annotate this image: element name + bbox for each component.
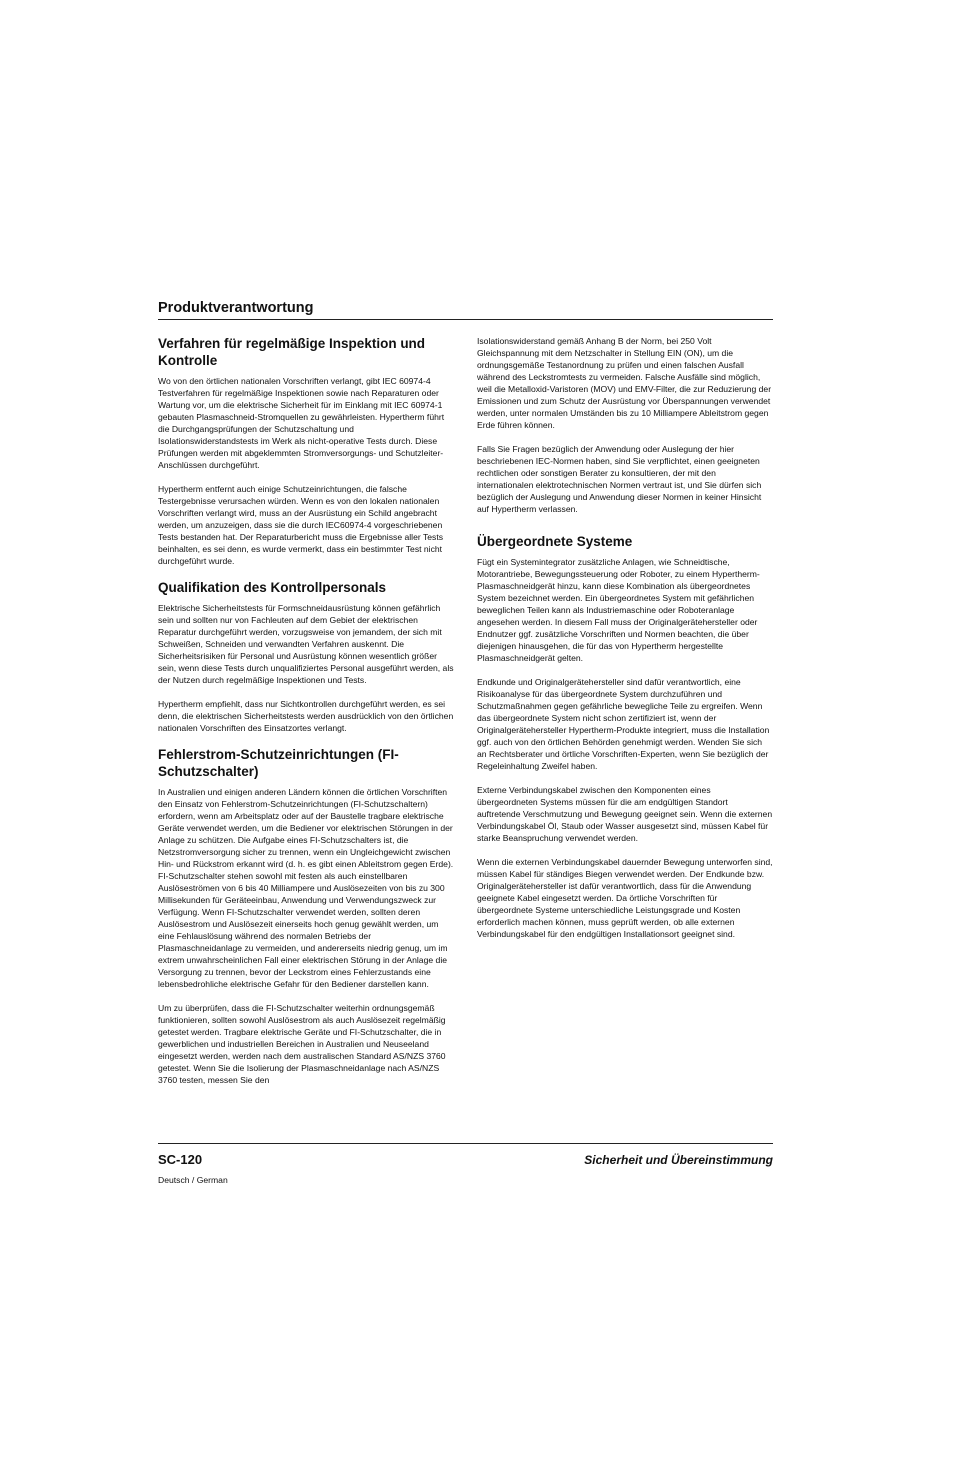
footer-rule [158,1143,773,1144]
paragraph: Wenn die externen Verbindungskabel dauernder Bewegung unterworfen sind, müssen Kabel für ständiges Biegen verwendet werden. Der Endkunde bzw. Originalgerätehersteller ist dafür verantwortlich, dass für die Anwendung geeignete Kabel eingesetzt werden. Da örtliche Vorschriften für übergeordnete Systeme unterschiedliche Leistungsgrade und Kosten erforderlich machen können, muss geprüft werden, ob alle externen Verbindungskabel für den endgültigen Installationsort geeignet sind. [477,857,773,939]
paragraph: In Australien und einigen anderen Ländern können die örtlichen Vorschriften den Einsatz von Fehlerstrom-Schutzeinrichtungen (FI-Schutzschaltern) erfordern, wenn am Arbeitsplatz oder auf der Baustelle tragbare elektrische Geräte verwendet werden, um die Bediener vor elektrischen Störungen in der Anlage zu schützen. Die Aufgabe eines FI-Schutzschalters ist, die Netzstromversorgung sicher zu trennen, wenn ein Ungleichgewicht zwischen Hin- und Rückstrom erkannt wird (d. h. es gibt einen Ableitstrom gegen Erde). FI-Schutzschalter stehen sowohl mit festen als auch einstellbaren Auslöseströmen von 6 bis 40 Milliampere und Auslösezeiten von bis zu 300 Millisekunden für Geräteeinbau, Anwendung und Verwendungszweck zur Verfügung. Wenn FI-Schutzschalter verwendet werden, sollten deren Auslösestrom und Auslösezeit einerseits hoch genug gewählt werden, um eine Fehlauslösung während des normalen Betriebs der Plasmaschneidanlage zu vermeiden, und andererseits niedrig genug, um im extrem unwahrscheinlichen Fall einer elektrischen Störung in der Anlage die Versorgung zu trennen, bevor der Leckstrom eines Fehlerzustands eine lebensbedrohliche elektrische Gefahr für den Bediener darstellen kann. [158,787,454,989]
section-heading: Übergeordnete Systeme [477,534,633,549]
section-heading: Qualifikation des Kontrollpersonals [158,580,387,595]
page-title: Produktverantwortung [158,300,314,316]
paragraph: Externe Verbindungskabel zwischen den Komponenten eines übergeordneten Systems müssen für die am endgültigen Standort auftretende Verschmutzung und Bewegung geeignet sein. Wenn die externen Verbindungskabel Öl, Staub oder Wasser ausgesetzt sind, müssen Kabel für starke Beanspruchung verwendet werden. [477,785,773,843]
paragraph: Fügt ein Systemintegrator zusätzliche Anlagen, wie Schneidtische, Motorantriebe, Bewegungssteuerung oder Roboter, zu einem Hypertherm-Plasmaschneidgerät hinzu, kann diese Kombination als übergeordnetes System bezeichnet werden. Ein übergeordnetes System mit gefährlichen beweglichen Teilen kann als Industriemaschine oder Roboteranlage angesehen werden. In diesem Fall muss der Originalgerätehersteller oder Endnutzer ggf. zusätzliche Vorschriften und Normen beachten, die über diejenigen hinausgehen, die für das von Hypertherm hergestellte Plasmaschneidgerät gelten. [477,557,760,663]
paragraph: Hypertherm entfernt auch einige Schutzeinrichtungen, die falsche Testergebnisse verursachen würden. Wenn es von den lokalen nationalen Vorschriften verlangt wird, muss an der Ausrüstung ein Schild angebracht werden, um anzuzeigen, dass sie die durch IEC60974-4 vorgeschriebenen Tests bestanden hat. Der Reparaturbericht muss die Ergebnisse aller Tests beinhalten, es sei denn, es wurde vermerkt, dass ein bestimmter Test nicht durchgeführt wurde. [158,484,444,566]
paragraph: Falls Sie Fragen bezüglich der Anwendung oder Auslegung der hier beschriebenen IEC-Normen haben, sind Sie verpflichtet, einen geeigneten rechtlichen oder sonstigen Berater zu konsultieren, der mit den internationalen elektrotechnischen Normen vertraut ist, und Sie dürfen sich bezüglich der Auslegung und Anwendung dieser Normen in keiner Hinsicht auf Hypertherm verlassen. [477,444,762,514]
section-continued [477,335,773,515]
right-column [477,335,773,952]
paragraph: Wo von den örtlichen nationalen Vorschriften verlangt, gibt IEC 60974-4 Testverfahren für regelmäßige Inspektionen sowie nach Reparaturen oder Wartung vor, um die elektrische Sicherheit für im Einklang mit IEC 60974-1 gebauten Plasmaschneid-Stromquellen zu gewährleisten. Hypertherm führt die Durchgangsprüfungen der Schutzschaltung und Isolationswiderstandstests im Werk als nicht-operative Tests durch. Diese Prüfungen werden mit abgeklemmten Stromversorgungs- und Schutzleiter-Anschlüssen durchgeführt. [158,376,445,470]
section-higher-level-systems [477,533,773,940]
header-rule [158,319,773,320]
footer-section-title: Sicherheit und Übereinstimmung [584,1153,773,1167]
language-label: Deutsch / German [158,1175,228,1185]
section-inspection [158,335,454,567]
paragraph: Hypertherm empfiehlt, dass nur Sichtkontrollen durchgeführt werden, es sei denn, die elektrischen Sicherheitstests werden ausdrücklich von den örtlichen nationalen Vorschriften des Einsatzortes verlangt. [158,699,454,733]
footer-left [158,1152,228,1186]
section-qualification [158,579,454,734]
section-heading: Fehlerstrom-Schutzeinrichtungen (FI-Schutzschalter) [158,747,399,779]
section-heading: Verfahren für regelmäßige Inspektion und Kontrolle [158,336,426,368]
paragraph: Elektrische Sicherheitstests für Formschneidausrüstung können gefährlich sein und sollten nur von Fachleuten auf dem Gebiet der elektrischen Reparatur durchgeführt werden, vorzugsweise von jemandem, der sich mit Schweißen, Schneiden und verwandten Verfahren auskennt. Die Sicherheitsrisiken für Personal und Ausrüstung können wesentlich größer sein, wenn diese Tests durch unqualifiziertes Personal ausgeführt werden, als der Nutzen durch regelmäßige Inspektionen und Tests. [158,603,454,685]
paragraph: Um zu überprüfen, dass die FI-Schutzschalter weiterhin ordnungsgemäß funktionieren, sollten sowohl Auslösestrom als auch Auslösezeit regelmäßig getestet werden. Tragbare elektrische Geräte und FI-Schutzschalter, die in gewerblichen und industriellen Bereichen in Australien und Neuseeland eingesetzt werden, werden nach dem australischen Standard AS/NZS 3760 getestet. Wenn Sie die Isolierung der Plasmaschneidanlage nach AS/NZS 3760 testen, messen Sie den [158,1003,446,1085]
page-header [158,298,773,318]
left-column [158,335,454,1098]
page-number: SC-120 [158,1152,203,1167]
paragraph: Isolationswiderstand gemäß Anhang B der Norm, bei 250 Volt Gleichspannung mit dem Netzschalter in Stellung EIN (ON), um die ordnungsgemäße Testanordnung zu prüfen und einen falschen Ausfall während des Leckstromtests zu vermeiden. Falsche Ausfälle sind möglich, weil die Metalloxid-Varistoren (MOV) und EMV-Filter, die zur Reduzierung der Emissionen und zum Schutz der Ausrüstung vor Überspannungen verwendet werden, unter normalen Umständen bis zu 10 Milliampere Ableitstrom gegen Erde führen können. [477,336,772,430]
paragraph: Endkunde und Originalgerätehersteller sind dafür verantwortlich, eine Risikoanalyse für das übergeordnete System durchzuführen und Schutzmaßnahmen gegen gefährliche bewegliche Teile zu ergreifen. Wenn das übergeordnete System nicht schon zertifiziert ist, wenn der Originalgerätehersteller Hypertherm-Produkte integriert, muss die Installation ggf. auch von den örtlichen Behörden genehmigt werden. Wenden Sie sich an Rechtsberater und örtliche Vorschriften-Experten, wenn Sie bezüglich der Regeleinhaltung Zweifel haben. [477,677,770,771]
section-rcd [158,746,454,1086]
